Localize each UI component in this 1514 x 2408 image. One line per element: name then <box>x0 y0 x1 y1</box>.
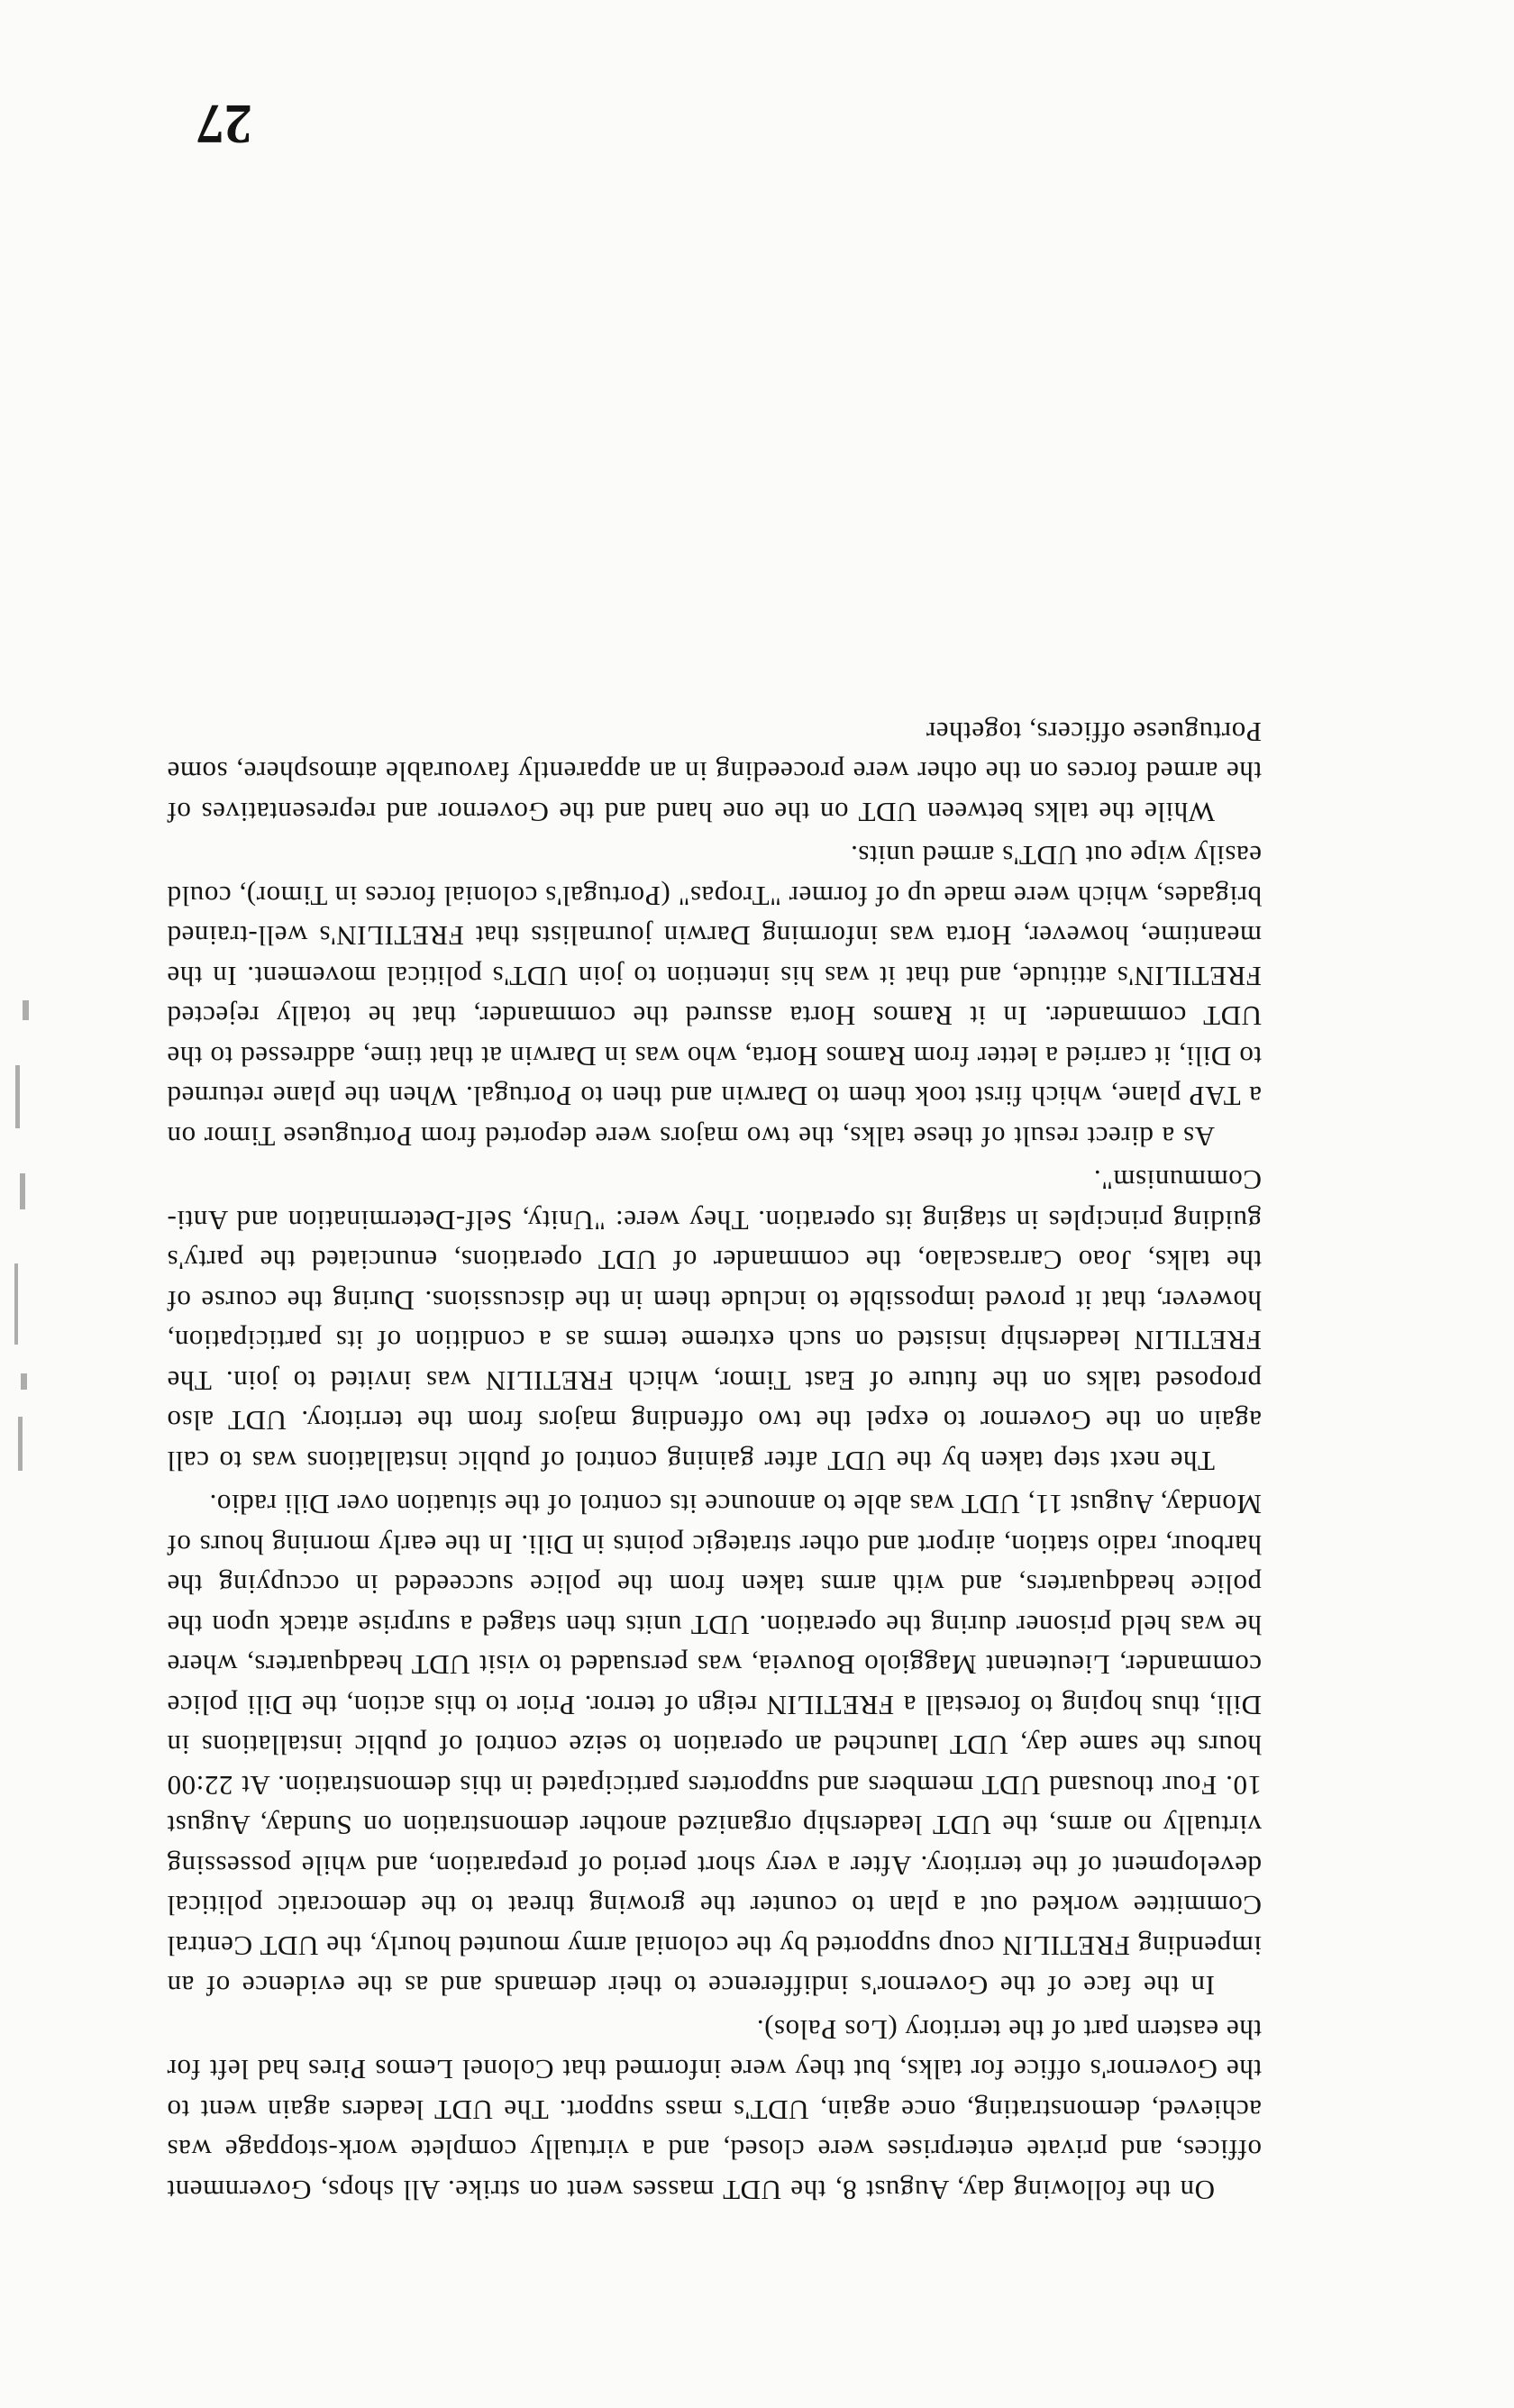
scan-noise <box>15 1065 20 1128</box>
scan-noise <box>20 1173 25 1209</box>
body-text <box>167 708 1262 2211</box>
paragraph-strike: On the following day, August 8, the UDT masses went on strike. All shops, Government offices, and private enterprises were closed, and a virtually complete work-stoppage was achieved, demonstrating, once again, UDT's mass support. The UDT leaders again went to the Governor's office for talks, but they were informed that Colonel Lemos Pires had left for the eastern part of the territory (Los Palos). <box>167 2014 1262 2206</box>
paragraph-talks: The next step taken by the UDT after gaining control of public installations was to call again on the Governor to expel the two offending majors from the territory. UDT also proposed talks on the future of East Timor, which FRETILIN was invited to join. The FRETILIN leadership insisted on such extreme terms as a condition of its participation, however, that it proved impossible to include them in the discussions. During the course of the talks, Joao Carrascalao, the commander of UDT operations, enunciated the party's guiding principles in staging its operation. They were: "Unity, Self-Determination and Anti-Communism". <box>167 1164 1262 1477</box>
scan-noise <box>21 1373 27 1390</box>
scan-noise <box>18 1417 23 1471</box>
scan-noise <box>14 1263 18 1345</box>
page-number: 27 <box>196 93 252 154</box>
paragraph-officers: While the talks between UDT on the one hand and the Governor and representatives of the armed forces on the other were proceeding in an apparently favourable atmosphere, some Portuguese officers, together <box>167 716 1262 828</box>
paragraph-deportation: As a direct result of these talks, the two majors were deported from Portuguese Timor on a TAP plane, which first took them to Darwin and then to Portugal. When the plane returned to Dili, it carried a letter from Ramos Horta, who was in Darwin at that time, addressed to the UDT commander. In it Ramos Horta assured the commander, that he totally rejected FRETILIN's attitude, and that it was his intention to join UDT's political movement. In the meantime, however, Horta was informing Darwin journalists that FRETILIN's well-trained brigades, which were made up of former "Tropas" (Portugal's colonial forces in Timor), could easily wipe out UDT's armed units. <box>167 840 1262 1153</box>
paragraph-demonstration: In the face of the Governor's indifference to their demands and as the evidence of an impending FRETILIN coup supported by the colonial army mounted hourly, the UDT Central Committee worked out a plan to counter the growing threat to the democratic political development of the territory. After a very short period of preparation, and while possessing virtually no arms, the UDT leadership organized another demonstration on Sunday, August 10. Four thousand UDT members and supporters participated in this demonstration. At 22:00 hours the same day, UDT launched an operation to seize control of public installations in Dili, thus hoping to forestall a FRETILIN reign of terror. Prior to this action, the Dili police commander, Lieutenant Maggiolo Bouveia, was persuaded to visit UDT headquarters, where he was held prisoner during the operation. UDT units then staged a surprise attack upon the police headquarters, and with arms taken from the police succeeded in occupying the harbour, radio station, airport and other strategic points in Dili. In the early morning hours of Monday, August 11, UDT was able to announce its control of the situation over Dili radio. <box>167 1489 1262 2002</box>
scan-noise <box>23 1000 29 1020</box>
